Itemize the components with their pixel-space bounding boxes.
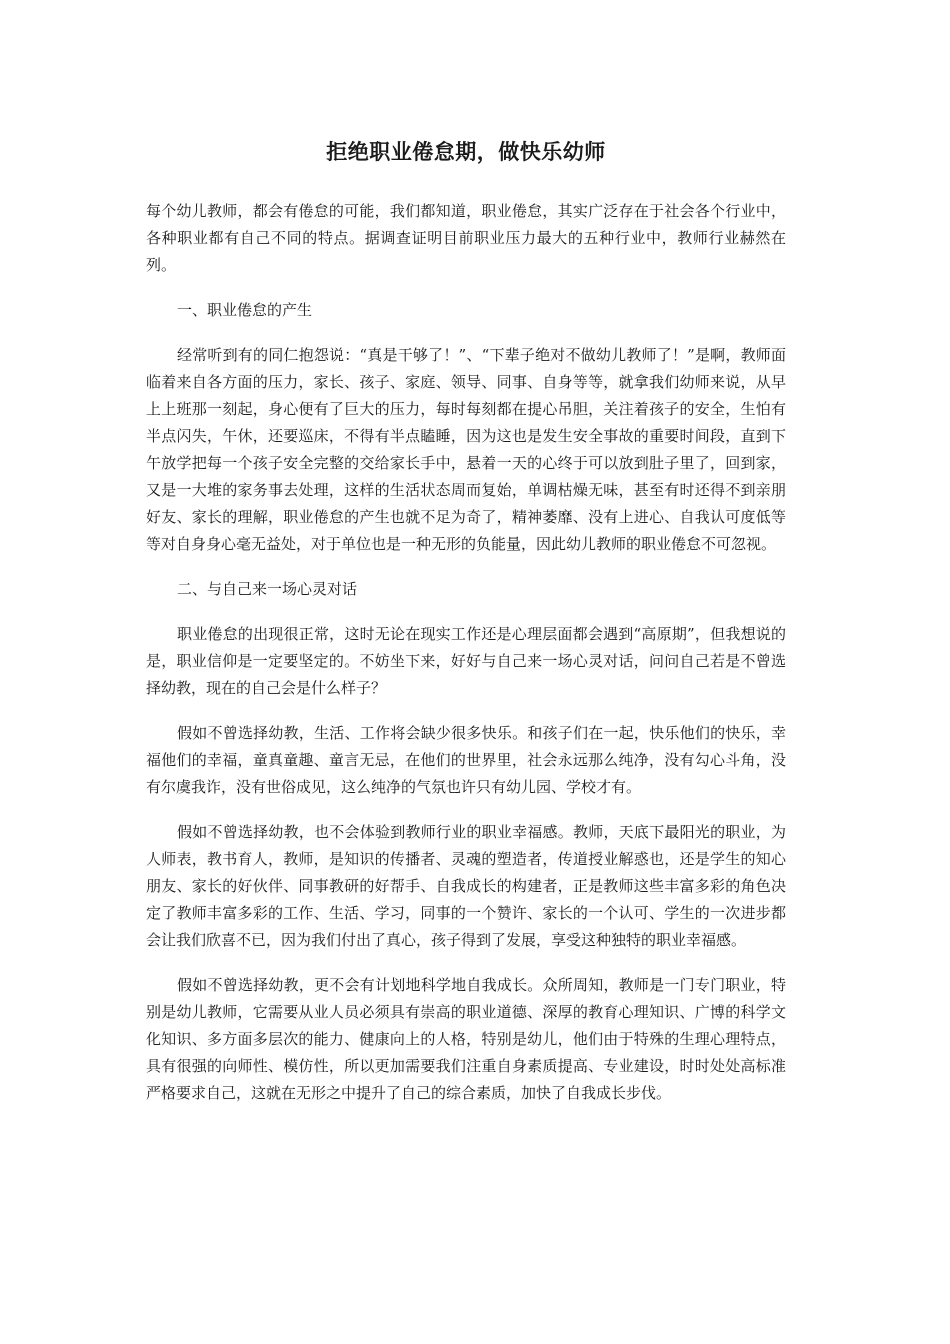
intro-paragraph: 每个幼儿教师，都会有倦怠的可能，我们都知道，职业倦怠，其实广泛存在于社会各个行业中，各种职业都有自己不同的特点。据调查证明目前职业压力最大的五种行业中，教师行业赫然在列。 xyxy=(146,202,786,274)
section-heading-2: 二、与自己来一场心灵对话 xyxy=(177,580,358,598)
section2-paragraph-1: 职业倦怠的出现很正常，这时无论在现实工作还是心理层面都会遇到“高原期”，但我想说的是，职业信仰是一定要坚定的。不妨坐下来，好好与自己来一场心灵对话，问问自己若是不曾选择幼教，现在的自己会是什么样子？ xyxy=(146,625,786,697)
section2-paragraph-2: 假如不曾选择幼教，生活、工作将会缺少很多快乐。和孩子们在一起，快乐他们的快乐，幸福他们的幸福，童真童趣、童言无忌，在他们的世界里，社会永远那么纯净，没有勾心斗角，没有尔虞我诈，没有世俗成见，这么纯净的气氛也许只有幼儿园、学校才有。 xyxy=(146,724,786,796)
section-heading-1: 一、职业倦怠的产生 xyxy=(177,301,313,319)
section2-paragraph-4: 假如不曾选择幼教，更不会有计划地科学地自我成长。众所周知，教师是一门专门职业，特别是幼儿教师，它需要从业人员必须具有崇高的职业道德、深厚的教育心理知识、广博的科学文化知识、多方面多层次的能力、健康向上的人格，特别是幼儿，他们由于特殊的生理心理特点，具有很强的向师性、模仿性，所以更加需要我们注重自身素质提高、专业建设，时时处处高标准严格要求自己，这就在无形之中提升了自己的综合素质，加快了自我成长步伐。 xyxy=(146,976,786,1102)
document-title: 拒绝职业倦怠期，做快乐幼师 xyxy=(326,139,606,164)
section1-paragraph-1: 经常听到有的同仁抱怨说：“真是干够了！”、“下辈子绝对不做幼儿教师了！”是啊，教师面临着来自各方面的压力，家长、孩子、家庭、领导、同事、自身等等，就拿我们幼师来说，从早上上班那一刻起，身心便有了巨大的压力，每时每刻都在提心吊胆，关注着孩子的安全，生怕有半点闪失，午休，还要巡床，不得有半点瞌睡，因为这也是发生安全事故的重要时间段，直到下午放学把每一个孩子安全完整的交给家长手中，悬着一天的心终于可以放到肚子里了，回到家，又是一大堆的家务事去处理，这样的生活状态周而复始，单调枯燥无味，甚至有时还得不到亲朋好友、家长的理解，职业倦怠的产生也就不足为奇了，精神萎靡、没有上进心、自我认可度低等等对自身身心毫无益处，对于单位也是一种无形的负能量，因此幼儿教师的职业倦怠不可忽视。 xyxy=(146,346,786,553)
document-body xyxy=(146,198,786,1125)
section2-paragraph-3: 假如不曾选择幼教，也不会体验到教师行业的职业幸福感。教师，天底下最阳光的职业，为人师表，教书育人，教师，是知识的传播者、灵魂的塑造者，传道授业解惑也，还是学生的知心朋友、家长的好伙伴、同事教研的好帮手、自我成长的构建者，正是教师这些丰富多彩的角色决定了教师丰富多彩的工作、生活、学习，同事的一个赞许、家长的一个认可、学生的一次进步都会让我们欣喜不已，因为我们付出了真心，孩子得到了发展，享受这种独特的职业幸福感。 xyxy=(146,823,786,949)
